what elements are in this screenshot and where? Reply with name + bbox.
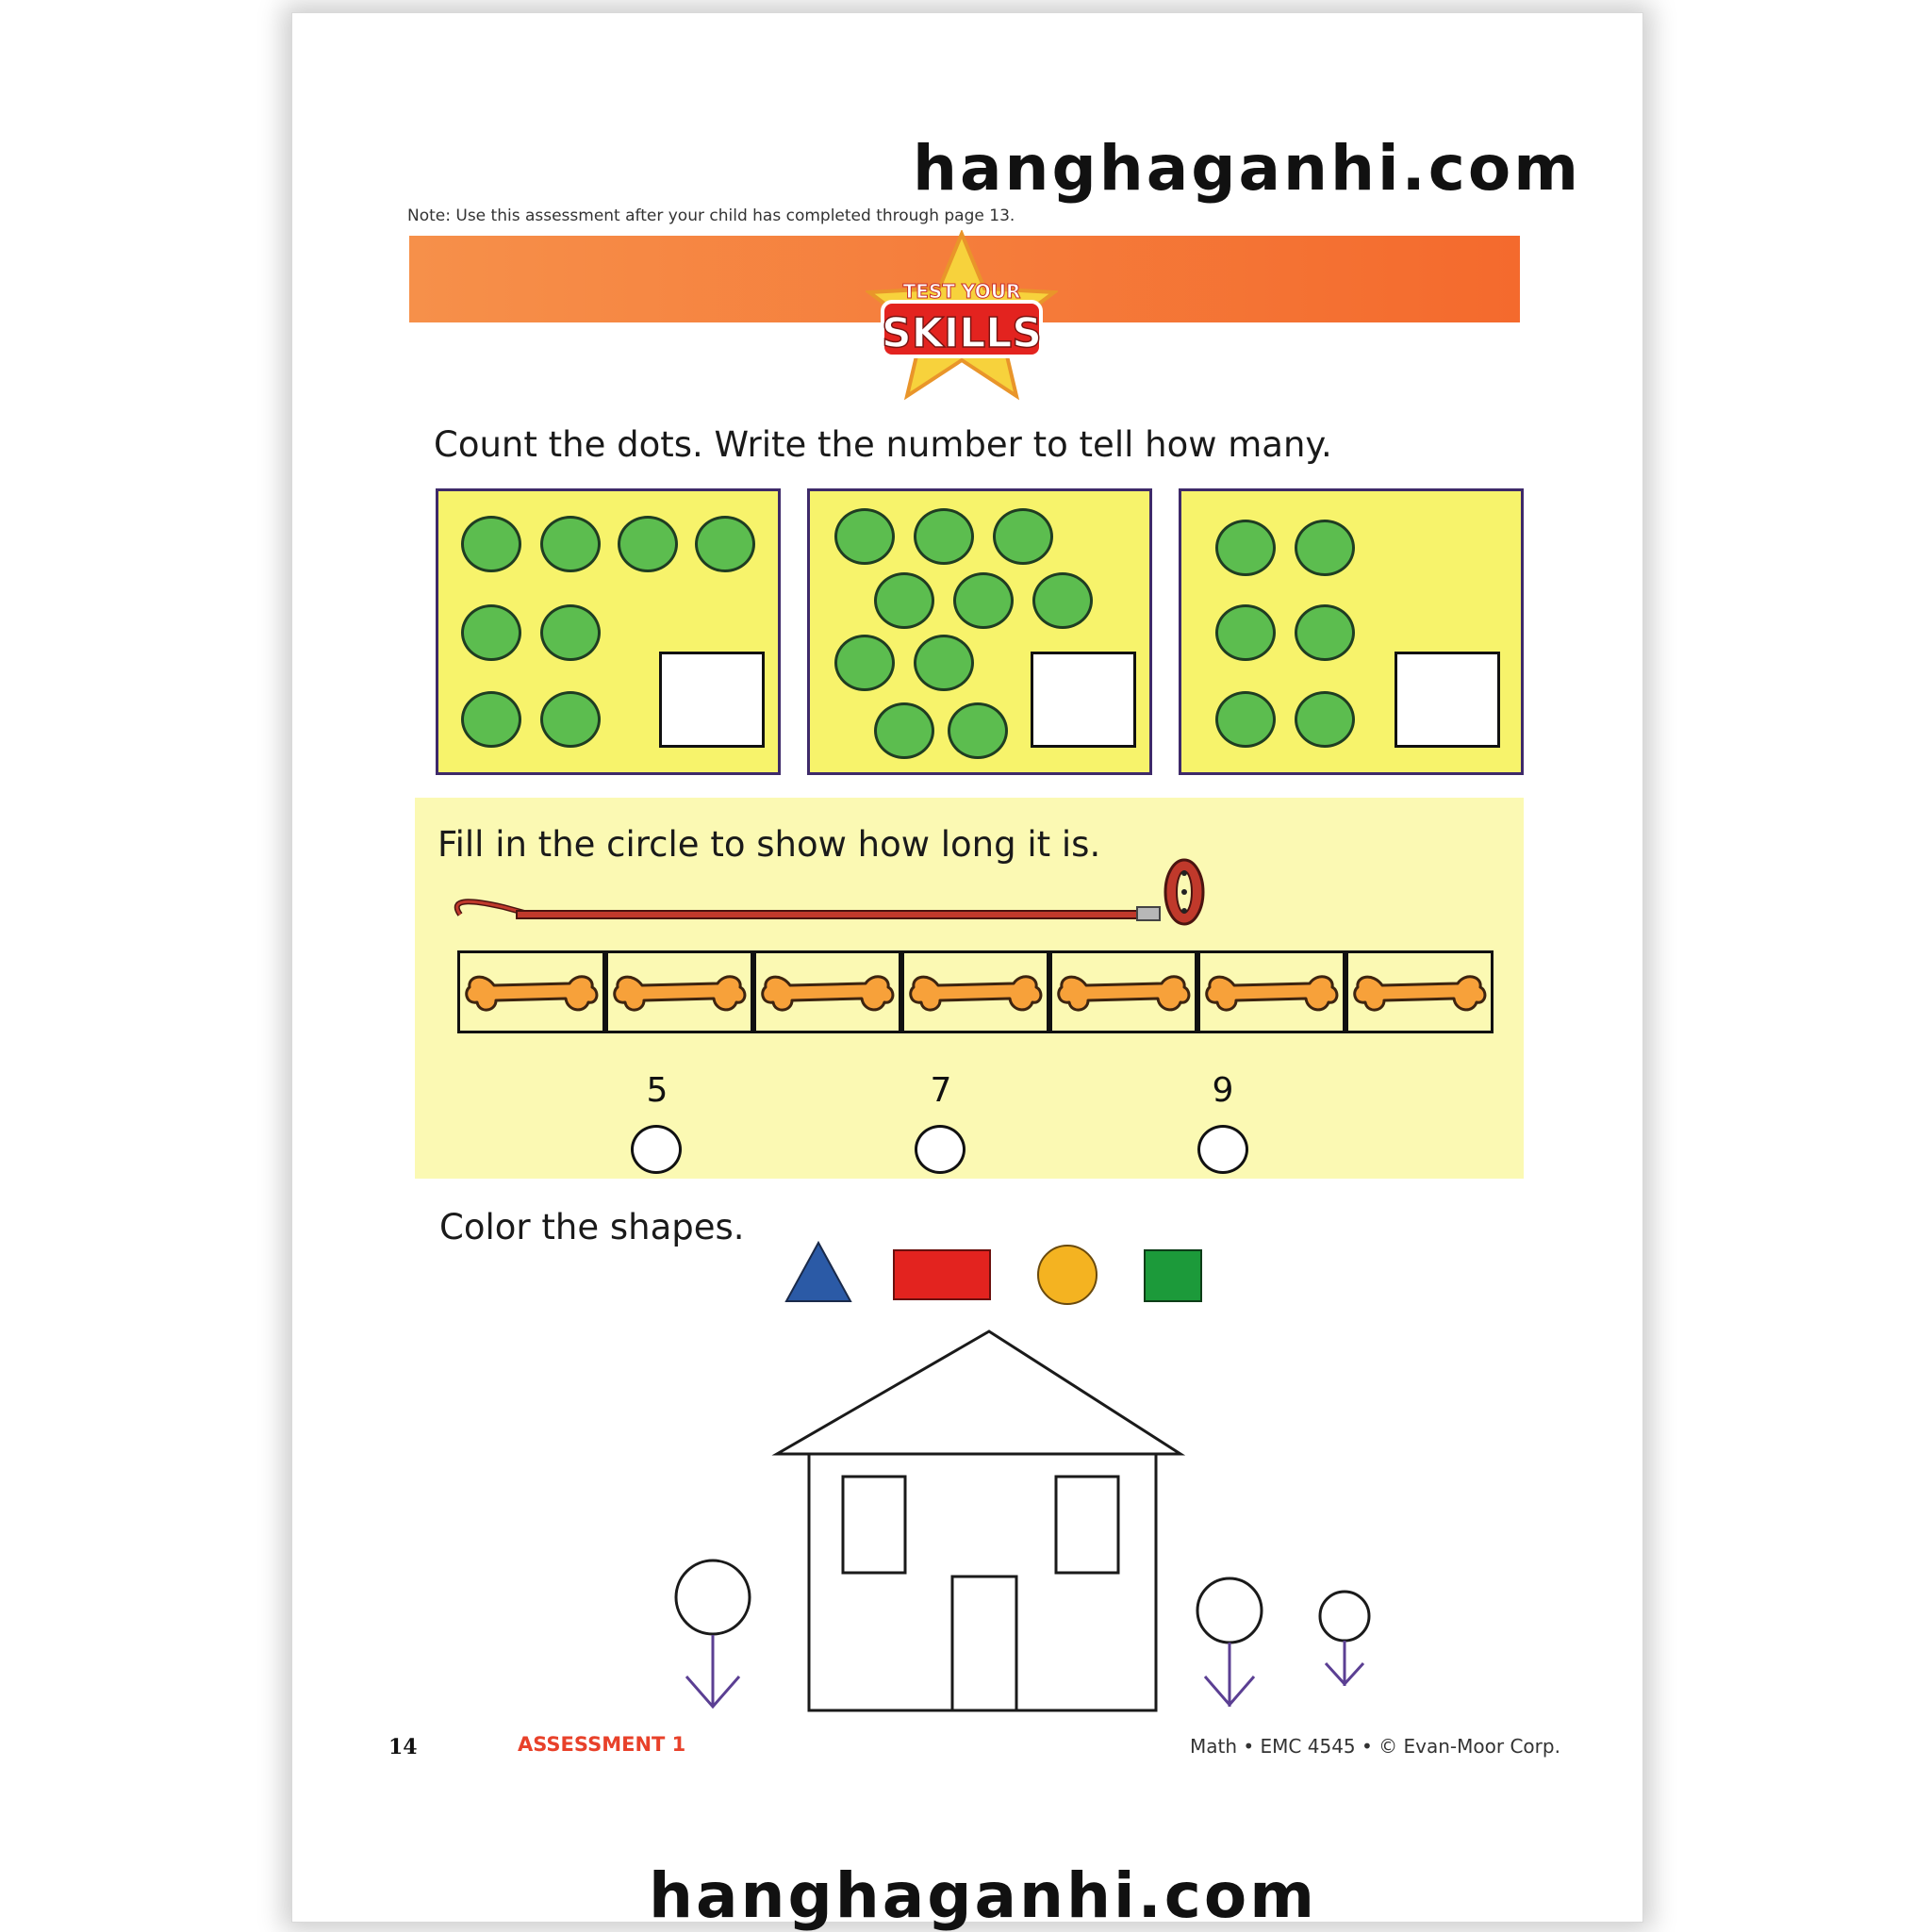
dot: [834, 635, 895, 691]
dot: [540, 604, 601, 661]
option-circle-2[interactable]: [915, 1125, 966, 1174]
bone-cell: [1345, 950, 1494, 1033]
dot: [461, 691, 521, 748]
leash: [451, 854, 1211, 933]
dot: [1295, 520, 1355, 576]
dot: [914, 508, 974, 565]
assessment-note: Note: Use this assessment after your child has completed through page 13.: [407, 206, 1015, 225]
publisher-credit: Math • EMC 4545 • © Evan-Moor Corp.: [1190, 1735, 1560, 1758]
green-square-icon: [1145, 1250, 1201, 1301]
blue-triangle-icon: [786, 1243, 850, 1301]
length-instruction: Fill in the circle to show how long it is.: [437, 824, 1101, 865]
dot: [993, 508, 1053, 565]
watermark-top: hanghaganhi.com: [913, 132, 1581, 205]
red-rectangle-icon: [894, 1250, 990, 1299]
dot: [618, 516, 678, 572]
dot: [874, 702, 934, 759]
dot: [948, 702, 1008, 759]
watermark-bottom: hanghaganhi.com: [649, 1859, 1317, 1932]
color-legend: [783, 1239, 1207, 1307]
option-label-3: 9: [1212, 1071, 1234, 1110]
dot: [834, 508, 895, 565]
tree-right-arrow: [1326, 1641, 1363, 1686]
dot: [1295, 691, 1355, 748]
answer-box[interactable]: [1031, 652, 1136, 748]
dot: [1295, 604, 1355, 661]
tree-middle-circle: [1197, 1578, 1262, 1643]
house-drawing: [660, 1320, 1395, 1716]
dot: [461, 604, 521, 661]
tree-right-circle: [1320, 1592, 1369, 1641]
tree-middle-arrow: [1205, 1643, 1254, 1707]
bone-cell: [1197, 950, 1345, 1033]
bone-cell: [605, 950, 753, 1033]
badge-line2: SKILLS: [882, 309, 1042, 357]
answer-box[interactable]: [659, 652, 765, 748]
dot-box-2: [807, 488, 1152, 775]
dot: [874, 572, 934, 629]
assessment-label: ASSESSMENT 1: [518, 1733, 686, 1756]
option-circle-1[interactable]: [631, 1125, 682, 1174]
yellow-circle-icon: [1038, 1246, 1097, 1304]
dot: [1215, 604, 1276, 661]
bone-cell: [753, 950, 901, 1033]
dot: [461, 516, 521, 572]
dot: [1215, 691, 1276, 748]
dot: [1032, 572, 1093, 629]
test-your-skills-badge: [866, 230, 1058, 402]
bone-cell: [457, 950, 605, 1033]
bone-cell: [901, 950, 1049, 1033]
shapes-instruction: Color the shapes.: [439, 1207, 745, 1247]
count-instruction: Count the dots. Write the number to tell how many.: [434, 424, 1332, 465]
bone-cell: [1049, 950, 1197, 1033]
dot: [914, 635, 974, 691]
dot-box-1: [436, 488, 781, 775]
tree-left-arrow: [686, 1635, 739, 1707]
answer-box[interactable]: [1395, 652, 1500, 748]
house-body-square: [809, 1454, 1156, 1710]
option-label-1: 5: [646, 1071, 668, 1110]
bone-strip: [457, 950, 1489, 1033]
option-circle-3[interactable]: [1197, 1125, 1248, 1174]
page-number: 14: [388, 1735, 418, 1759]
dot-box-3: [1179, 488, 1524, 775]
dot: [540, 516, 601, 572]
dot: [953, 572, 1014, 629]
badge-line1: TEST YOUR: [902, 280, 1021, 303]
roof-triangle: [777, 1331, 1180, 1454]
dot: [695, 516, 755, 572]
dot: [540, 691, 601, 748]
dot: [1215, 520, 1276, 576]
tree-left-circle: [676, 1560, 750, 1634]
option-label-2: 7: [930, 1071, 952, 1110]
